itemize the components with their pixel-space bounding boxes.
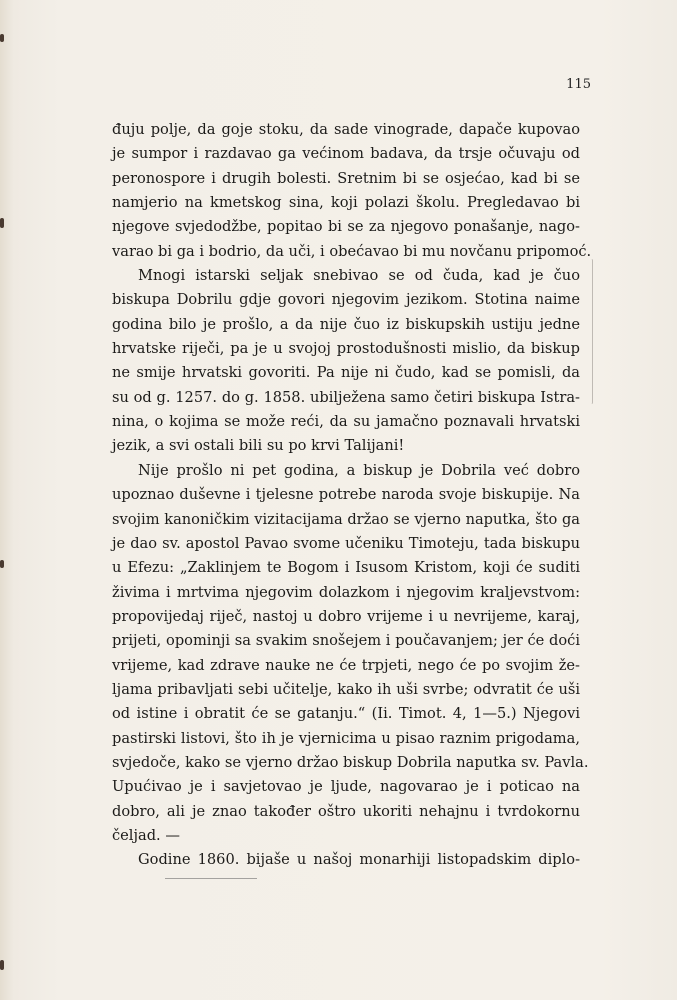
page-number: 115 <box>566 77 591 92</box>
text-line: od istine i obratit će se gatanju.“ (Ii. Timot. 4, 1—5.) Njegovi <box>112 705 580 723</box>
text-line: varao bi ga i bodrio, da uči, i obećavao bi mu novčanu pripomoć. <box>112 242 592 260</box>
text-line: nina, o kojima se može reći, da su jamačno poznavali hrvatski <box>112 413 580 431</box>
text-line: namjerio na kmetskog sina, koji polazi školu. Pregledavao bi <box>112 194 580 212</box>
underline-mark <box>165 878 257 879</box>
text-line: Upućivao je i savjetovao je ljude, nagovarao je i poticao na <box>112 778 580 796</box>
text-line: živima i mrtvima njegovim dolazkom i njegovim kraljevstvom: <box>112 583 580 601</box>
text-line: Mnogi istarski seljak snebivao se od čuda, kad je čuo <box>138 267 580 285</box>
text-line: jezik, a svi ostali bili su po krvi Talijani! <box>112 437 405 455</box>
text-line: peronospore i drugih bolesti. Sretnim bi se osjećao, kad bi se <box>112 169 580 187</box>
text-line: ne smije hrvatski govoriti. Pa nije ni čudo, kad se pomisli, da <box>112 364 580 382</box>
text-line: Nije prošlo ni pet godina, a biskup je Dobrila već dobro <box>138 461 580 479</box>
text-line: svjedoče, kako se vjerno držao biskup Dobrila naputka sv. Pavla. <box>112 753 589 771</box>
text-line: u Efezu: „Zaklinjem te Bogom i Isusom Kristom, koji će suditi <box>112 559 580 577</box>
text-line: propovijedaj riječ, nastoj u dobro vrijeme i u nevrijeme, karaj, <box>112 607 580 625</box>
pencil-mark <box>590 259 593 404</box>
text-line: njegove svjedodžbe, popitao bi se za njegovo ponašanje, nago- <box>112 218 580 236</box>
text-line: pastirski listovi, što ih je vjernicima u pisao raznim prigodama, <box>112 729 580 747</box>
binding-mark <box>0 218 4 228</box>
text-line: su od g. 1257. do g. 1858. ubilježena samo četiri biskupa Istra- <box>112 388 580 406</box>
text-line: đuju polje, da goje stoku, da sade vinograde, dapače kupovao <box>112 121 580 138</box>
text-line: je sumpor i razdavao ga većinom badava, da trsje očuvaju od <box>112 145 580 163</box>
binding-mark <box>0 34 4 42</box>
text-line: Godine 1860. bijaše u našoj monarhiji listopadskim diplo- <box>138 851 580 869</box>
text-line: je dao sv. apostol Pavao svome učeniku Timoteju, tada biskupu <box>112 534 580 552</box>
binding-mark <box>0 560 4 568</box>
body-text <box>112 118 592 873</box>
text-line: godina bilo je prošlo, a da nije čuo iz biskupskih ustiju jedne <box>112 315 580 333</box>
text-line: hrvatske riječi, pa je u svojoj prostodušnosti mislio, da biskup <box>112 340 580 358</box>
text-line: vrijeme, kad zdrave nauke ne će trpjeti, nego će po svojim že- <box>112 656 580 674</box>
text-line: ljama pribavljati sebi učitelje, kako ih uši svrbe; odvratit će uši <box>112 680 580 698</box>
text-line: dobro, ali je znao također oštro ukoriti nehajnu i tvrdokornu <box>112 802 580 820</box>
text-line: svojim kanoničkim vizitacijama držao se vjerno naputka, što ga <box>112 510 580 528</box>
text-line: upoznao duševne i tjelesne potrebe naroda svoje biskupije. Na <box>112 486 580 504</box>
text-line: biskupa Dobrilu gdje govori njegovim jezikom. Stotina naime <box>112 291 580 309</box>
text-line: prijeti, opominji sa svakim snošejem i poučavanjem; jer će doći <box>112 632 580 650</box>
text-line: čeljad. — <box>112 826 180 844</box>
binding-mark <box>0 960 4 970</box>
